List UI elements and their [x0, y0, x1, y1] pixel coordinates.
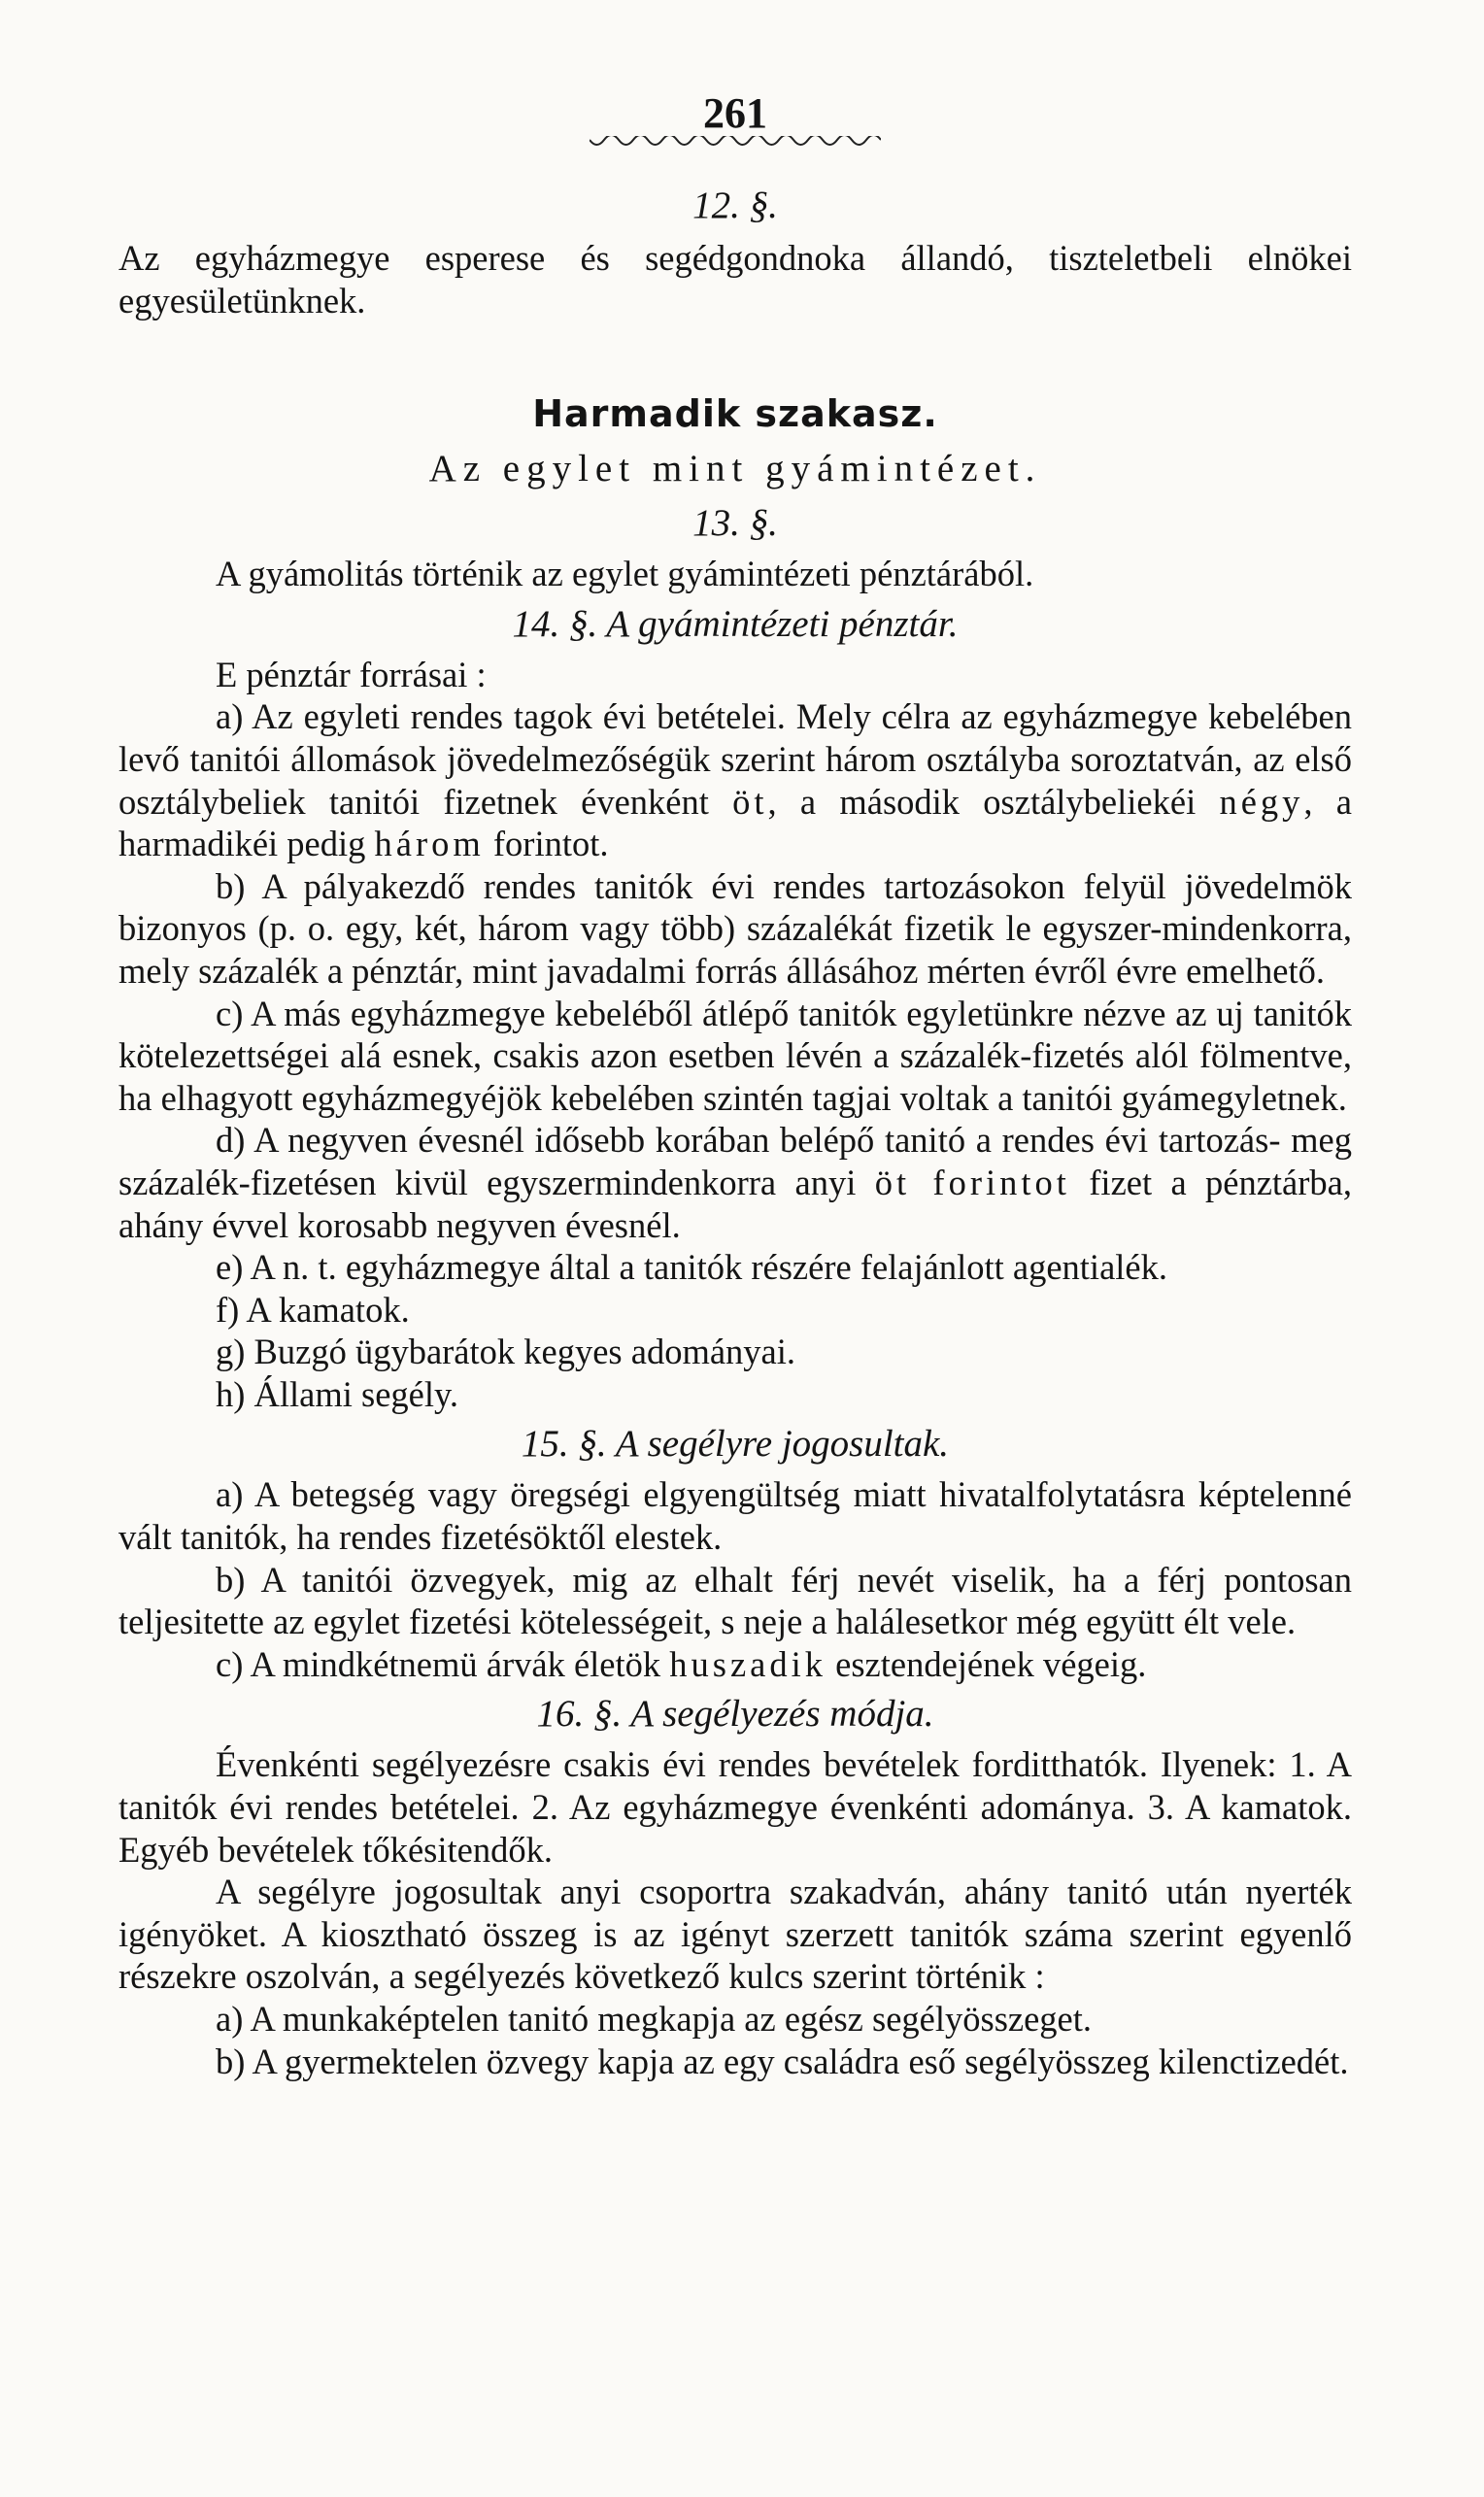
item-d-text-2: fizet a pénztárba, ahány évvel korosabb negyven évesnél. — [118, 1162, 1352, 1245]
section-13-paragraph: A gyámolitás történik az egylet gyámintézeti pénztárából. — [216, 554, 1034, 594]
section-14-item-f: f) A kamatok. — [216, 1289, 410, 1330]
section-14-intro: E pénztár forrásai : — [216, 654, 487, 694]
wavy-rule-ornament — [590, 136, 881, 152]
section-15-item-b: b) A tanitói özvegyek, mig az elhalt férj nevét viselik, ha a férj pontosan teljesitette az egylet fizetési kötelességeit, s neje a halálesetkor még együtt élt vele. — [118, 1559, 1352, 1642]
item-a-text-2: , a második osztálybeliekéi — [767, 781, 1220, 822]
page-number: 261 — [703, 89, 767, 137]
section-14-title: 14. §. A gyámintézeti pénztár. — [512, 602, 959, 645]
page-content — [118, 87, 1352, 2082]
section-14-item-h: h) Állami segély. — [216, 1373, 459, 1414]
part-heading: Harmadik szakasz. — [532, 392, 938, 436]
section-13-title: 13. §. — [692, 502, 778, 545]
section-16-paragraph-2: A segélyre jogosultak anyi csoportra szakadván, ahány tanitó után nyerték igényöket. A kiosztható összeg is az igényt szerzett tanitók száma szerint egyenlő részekre oszolván, a segélyezés következő kulcs szerint történik : — [118, 1872, 1352, 1997]
section-15-title: 15. §. A segélyre jogosultak. — [521, 1423, 950, 1466]
section-16-title: 16. §. A segélyezés módja. — [536, 1693, 934, 1736]
section-14-item-a — [118, 695, 1352, 864]
item-a-spaced-3: három — [374, 824, 485, 864]
section-14-item-e: e) A n. t. egyházmegye által a tanitók részére felajánlott agentialék. — [216, 1247, 1167, 1288]
item-a-text-4: forintot. — [484, 824, 609, 864]
item-d-text-1: d) A negyven évesnél idősebb korában belépő tanitó a rendes évi tartozás- meg százalék-fizetésen kivül egyszermindenkorra anyi — [118, 1120, 1352, 1202]
item-c-spaced: huszadik — [669, 1643, 827, 1684]
section-15-item-a: a) A betegség vagy öregségi elgyengültség miatt hivatalfolytatásra képtelenné vált tanitók, ha rendes fizetésöktől elestek. — [118, 1474, 1352, 1558]
item-d-spaced: öt forintot — [874, 1162, 1070, 1202]
item-c-text-2: esztendejének végeig. — [826, 1643, 1147, 1684]
item-a-spaced-2: négy — [1219, 781, 1304, 822]
section-14-item-b: b) A pályakezdő rendes tanitók évi rendes tartozásokon felyül jövedelmök bizonyos (p. o. egy, két, három vagy több) százalékát fizetik le egyszer-mindenkorra, mely százalék a pénztár, mint javadalmi forrás állásához mérten évről évre emelhető. — [118, 865, 1352, 991]
section-12-title: 12. §. — [692, 185, 778, 226]
item-c-text-1: c) A mindkétnemü árvák életök — [216, 1643, 670, 1684]
item-a-spaced-1: öt — [732, 781, 768, 822]
section-14-item-d — [118, 1119, 1352, 1246]
section-12-paragraph: Az egyházmegye esperese és segédgondnoka állandó, tiszteletbeli elnökei egyesületünknek. — [118, 238, 1352, 321]
section-16-paragraph-1: Évenkénti segélyezésre csakis évi rendes bevételek forditthatók. Ilyenek: 1. A tanitók évi rendes betételei. 2. Az egyházmegye évenkénti adománya. 3. A kamatok. Egyéb bevételek tőkésitendők. — [118, 1744, 1352, 1870]
part-subheading: Az egylet mint gyámintézet. — [428, 448, 1042, 490]
section-16-item-b: b) A gyermektelen özvegy kapja az egy családra eső segélyösszeg kilenctizedét. — [216, 2041, 1349, 2081]
item-a-text-3: , a harmadikéi pedig — [118, 781, 1352, 864]
section-14-item-g: g) Buzgó ügybarátok kegyes adományai. — [216, 1332, 796, 1372]
item-a-text-1: a) Az egyleti rendes tagok évi betételei. Mely célra az egyházmegye kebelében levő tanitói állomások jövedelmezőségük szerint három osztályba soroztatván, az első osztálybeliek tanitói fizetnek évenként — [118, 696, 1352, 822]
section-14-item-c: c) A más egyházmegye kebeléből átlépő tanitók egyletünkre nézve az uj tanitók kötelezettségei alá esnek, csakis azon esetben lévén a százalék-fizetés alól fölmentve, ha elhagyott egyházmegyéjök kebelében szintén tagjai voltak a tanitói gyámegyletnek. — [118, 993, 1352, 1118]
section-15-item-c — [118, 1643, 1352, 1686]
section-16-item-a: a) A munkaképtelen tanitó megkapja az egész segélyösszeget. — [216, 1999, 1093, 2039]
